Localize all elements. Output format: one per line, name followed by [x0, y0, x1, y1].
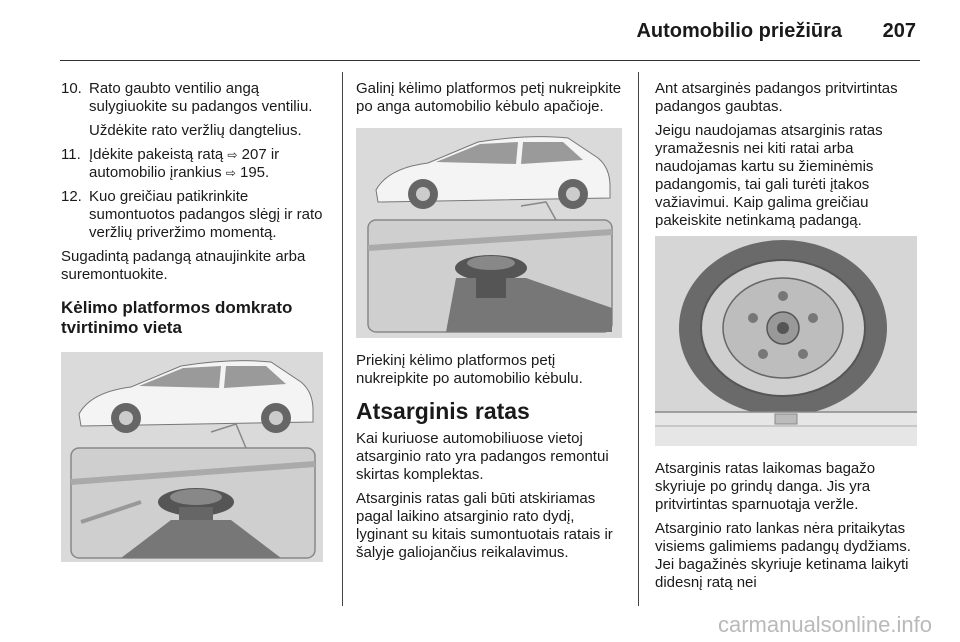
paragraph: Galinį kėlimo platformos petį nukreipkite po anga automobilio kėbulo apačioje. — [356, 80, 622, 115]
jack-arm-illustration — [356, 128, 622, 338]
running-header-title: Automobilio priežiūra — [636, 20, 842, 42]
paragraph: Atsarginio rato lankas nėra pritaikytas visiems galimiems padangų dydžiams. Jei bagažinės skyriuje ketinama laikyti didesnį ratą nei — [655, 520, 911, 591]
spare-wheel-illustration — [655, 236, 917, 446]
list-text: Kuo greičiau patikrinkite sumontuotos padangos slėgį ir rato veržlių priveržimo momentą. — [89, 188, 323, 241]
watermark: carmanualsonline.info — [717, 612, 932, 637]
section-heading: Kėlimo platformos domkrato tvirtinimo vieta — [61, 298, 293, 337]
paragraph: Ant atsarginės padangos pritvirtintas padangos gaubtas. — [655, 80, 898, 115]
list-item — [61, 146, 329, 182]
list-number: 11. — [61, 146, 81, 163]
column-divider — [342, 72, 343, 606]
paragraph: Kai kuriuose automobiliuose vietoj atsarginio rato yra padangos remontui skirtas komplektas. — [356, 430, 609, 483]
paragraph: Atsarginis ratas laikomas bagažo skyriuje po grindų danga. Jis yra pritvirtintas sparnuotąja veržle. — [655, 460, 876, 513]
list-item — [61, 80, 329, 116]
paragraph: Atsarginis ratas gali būti atskiriamas pagal laikino atsarginio rato dydį, lyginant su kitais sumontuotais ratais ir šalyje galiojančius reikalavimus. — [356, 490, 613, 561]
page-number: 207 — [882, 20, 916, 42]
column-3 — [655, 80, 927, 598]
list-text: Įdėkite pakeistą ratą ⇨ 207 ir automobilio įrankius ⇨ 195. — [89, 146, 280, 181]
column-divider — [638, 72, 639, 606]
jack-point-illustration — [61, 352, 323, 562]
list-item — [61, 188, 329, 242]
list-number: 10. — [61, 80, 82, 97]
paragraph: Priekinį kėlimo platformos petį nukreipkite po automobilio kėbulu. — [356, 352, 583, 387]
cross-reference-arrow-icon[interactable]: ⇨ — [227, 148, 238, 162]
list-subtext: Uždėkite rato veržlių dangtelius. — [89, 122, 302, 139]
column-1 — [61, 80, 329, 576]
paragraph: Jeigu naudojamas atsarginis ratas yramažesnis nei kiti ratai arba naudojamas kartu su žieminėmis padangomis, tai gali turėti įtakos važiavimui. Kaip galima greičiau pakeiskite netinkamą padangą. — [655, 122, 883, 229]
list-number: 12. — [61, 188, 82, 205]
paragraph: Sugadintą padangą atnaujinkite arba suremontuokite. — [61, 248, 306, 283]
section-heading: Atsarginis ratas — [356, 398, 530, 424]
header-rule — [60, 60, 920, 61]
column-2 — [356, 80, 626, 568]
list-text: Rato gaubto ventilio angą sulygiuokite su padangos ventiliu. — [89, 80, 313, 115]
cross-reference-arrow-icon[interactable]: ⇨ — [225, 166, 236, 180]
